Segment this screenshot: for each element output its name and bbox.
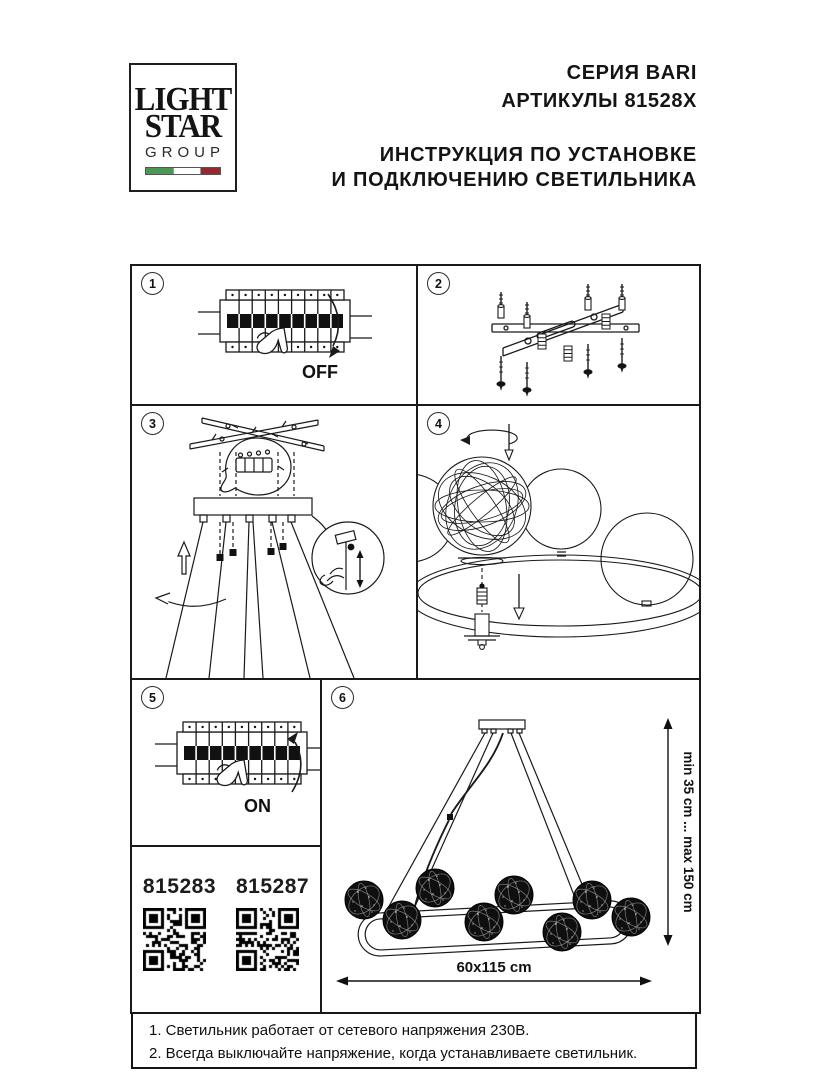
- glass-sphere-icon: [601, 513, 693, 605]
- screw-icon: [498, 292, 504, 318]
- on-label: ON: [244, 796, 271, 816]
- step-1-panel: [132, 266, 418, 406]
- width-dimension: [336, 959, 652, 986]
- step-3-panel: [132, 406, 418, 680]
- canopy-icon: [479, 720, 525, 733]
- screw-icon: [585, 284, 591, 310]
- article-column: [143, 875, 216, 1012]
- step-number-badge: 3: [141, 412, 164, 435]
- logo-star: STAR: [144, 106, 222, 145]
- shade-mounting-illustration: [418, 406, 699, 680]
- sphere-shade-icon: [572, 880, 613, 919]
- glass-sphere-icon: [521, 469, 601, 549]
- anchor-screw-icon: [618, 338, 626, 371]
- logo-light: LIGHT: [134, 79, 232, 118]
- logo-group: GROUP: [144, 143, 225, 161]
- article-codes-cell: [132, 847, 322, 1012]
- screw-icon: [524, 302, 530, 328]
- height-dimension: [664, 718, 697, 946]
- qr-code: [143, 908, 206, 971]
- dowel-icon: [564, 346, 572, 361]
- breaker-off-illustration: [132, 266, 418, 406]
- sphere-shade-icon: [344, 880, 385, 919]
- lightstar-logo: [129, 63, 237, 192]
- series-title: СЕРИЯ BARI: [566, 62, 697, 84]
- insert-arrow-icon: [505, 424, 513, 460]
- fixing-screw-icon: [464, 568, 500, 649]
- step-number-badge: 5: [141, 686, 164, 709]
- sphere-shade-icon: [494, 875, 535, 914]
- safety-notes: [131, 1012, 697, 1069]
- step-5-panel: [132, 680, 322, 847]
- mounting-brackets-illustration: [418, 266, 699, 406]
- wicker-ball-icon: [428, 451, 537, 565]
- instruction-title-line2: И ПОДКЛЮЧЕНИЮ СВЕТИЛЬНИКА: [331, 169, 697, 191]
- steps-table: [130, 264, 701, 1014]
- step-number-badge: 1: [141, 272, 164, 295]
- sphere-shade-icon: [382, 900, 423, 939]
- step-2-panel: [418, 266, 699, 406]
- ceiling-rails-icon: [190, 418, 324, 451]
- note-line: 2. Всегда выключайте напряжение, когда устанавливаете светильник.: [149, 1044, 638, 1062]
- chandelier-dimensions-illustration: [322, 680, 699, 1012]
- canopy-icon: [194, 498, 312, 522]
- note-line: 1. Светильник работает от сетевого напряжения 230В.: [149, 1022, 530, 1039]
- article-number: 815287: [236, 875, 310, 898]
- anchor-screw-icon: [584, 344, 592, 377]
- ceiling-mounting-illustration: [132, 406, 418, 680]
- step-number-badge: 4: [427, 412, 450, 435]
- width-dimension-label: 60x115 cm: [456, 959, 532, 976]
- anchor-screw-icon: [523, 362, 531, 395]
- off-label: OFF: [302, 362, 338, 382]
- article-number: 815283: [142, 875, 216, 898]
- screw-down-arrow-icon: [514, 574, 524, 619]
- step-4-panel: [418, 406, 699, 680]
- article-column: [236, 875, 309, 1012]
- step-number-badge: 2: [427, 272, 450, 295]
- terminal-block-callout: [221, 438, 291, 495]
- italian-flag-bar: [145, 167, 221, 175]
- ring-frame-icon: [418, 552, 699, 637]
- qr-code: [236, 908, 299, 971]
- header: [280, 62, 697, 193]
- articles-title: АРТИКУЛЫ 81528X: [501, 90, 697, 112]
- step-6-panel: [322, 680, 699, 1012]
- instruction-title-line1: ИНСТРУКЦИЯ ПО УСТАНОВКЕ: [379, 144, 697, 166]
- dowel-icon: [538, 334, 546, 349]
- cable-lock-callout: [312, 516, 384, 594]
- dowel-icon: [602, 314, 610, 329]
- height-dimension-label: min 35 cm ... max 150 cm: [681, 751, 696, 913]
- anchor-screw-icon: [497, 356, 505, 389]
- alignment-dashes: [220, 452, 294, 496]
- sphere-shade-icon: [415, 868, 456, 907]
- step-number-badge: 6: [331, 686, 354, 709]
- sphere-shade-icon: [611, 897, 652, 936]
- screw-icon: [619, 284, 625, 310]
